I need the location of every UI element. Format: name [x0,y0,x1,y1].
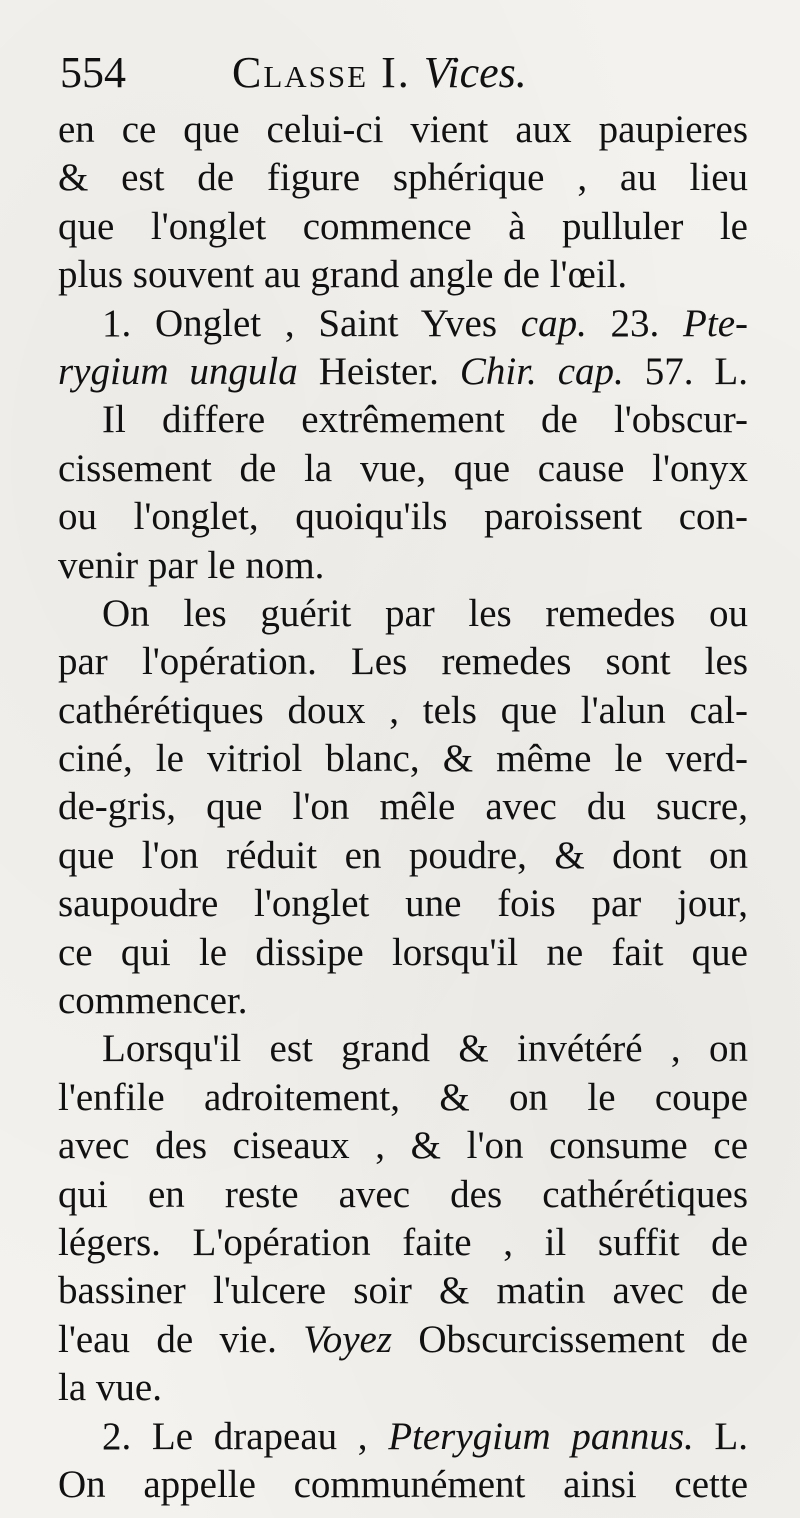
text-line: ciné, le vitriol blanc, & même le verd- [58,737,748,781]
text-line: cathérétiques doux , tels que l'alun cal- [58,688,748,732]
text-span: 1. Onglet , Saint Yves [102,301,521,345]
italic-span: cap. [520,301,587,345]
text-line: & est de figure sphérique , au lieu [58,156,748,200]
italic-span: Chir. cap. [459,349,624,393]
text-line: avec des ciseaux , & l'on consume ce [58,1124,748,1168]
text-line: commencer. [58,979,248,1023]
italic-span: Pte- [683,301,748,345]
text-line: On appelle communément ainsi cette [58,1462,748,1506]
text-line: ou l'onglet, quoiqu'ils paroissent con- [58,495,748,539]
text-line: venir par le nom. [58,543,325,587]
text-line: plus souvent au grand angle de l'œil. [58,253,628,297]
text-line: Lorsqu'il est grand & invétéré , on [102,1027,748,1071]
text-line: de-gris, que l'on mêle avec du sucre, [58,785,748,829]
text-line: que l'on réduit en poudre, & dont on [58,833,748,877]
text-line: saupoudre l'onglet une fois par jour, [58,882,748,926]
text-span: 57. L. [623,349,748,393]
text-span: L. [693,1414,748,1458]
page-body-text [58,106,748,1509]
text-line: cissement de la vue, que cause l'onyx [58,446,748,490]
running-header [60,44,760,102]
running-title [232,44,527,102]
text-span: 2. Le drapeau , [102,1414,389,1458]
running-title-section: Vices. [423,48,527,97]
text-line: l'enfile adroitement, & on le coupe [58,1075,748,1119]
running-title-class: Classe I. [232,48,411,97]
text-line: Il differe extrêmement de l'obscur- [102,398,748,442]
text-span: Heister. [297,349,460,393]
italic-span: rygium ungula [58,349,298,393]
text-line [58,1316,748,1364]
text-span: 23. [586,301,684,345]
text-line: par l'opération. Les remedes sont les [58,640,748,684]
text-span: Obscurcissement de [392,1317,748,1361]
text-line: qui en reste avec des cathérétiques [58,1172,748,1216]
italic-span: Voyez [303,1317,393,1361]
text-span: l'eau de vie. [58,1317,304,1361]
text-line: que l'onglet commence à pulluler le [58,204,748,248]
text-line [58,300,748,348]
italic-span: Pterygium pannus. [388,1414,694,1458]
text-line: bassiner l'ulcere soir & matin avec de [58,1269,748,1313]
text-line: ce qui le dissipe lorsqu'il ne fait que [58,930,748,974]
text-line: en ce que celui-ci vient aux paupieres [58,108,748,151]
text-line: légers. L'opération faite , il suffit de [58,1220,748,1264]
text-line [58,348,748,396]
page-number: 554 [60,48,126,97]
text-line: la vue. [58,1366,162,1410]
text-line: On les guérit par les remedes ou [102,591,748,635]
text-line [58,1413,748,1461]
